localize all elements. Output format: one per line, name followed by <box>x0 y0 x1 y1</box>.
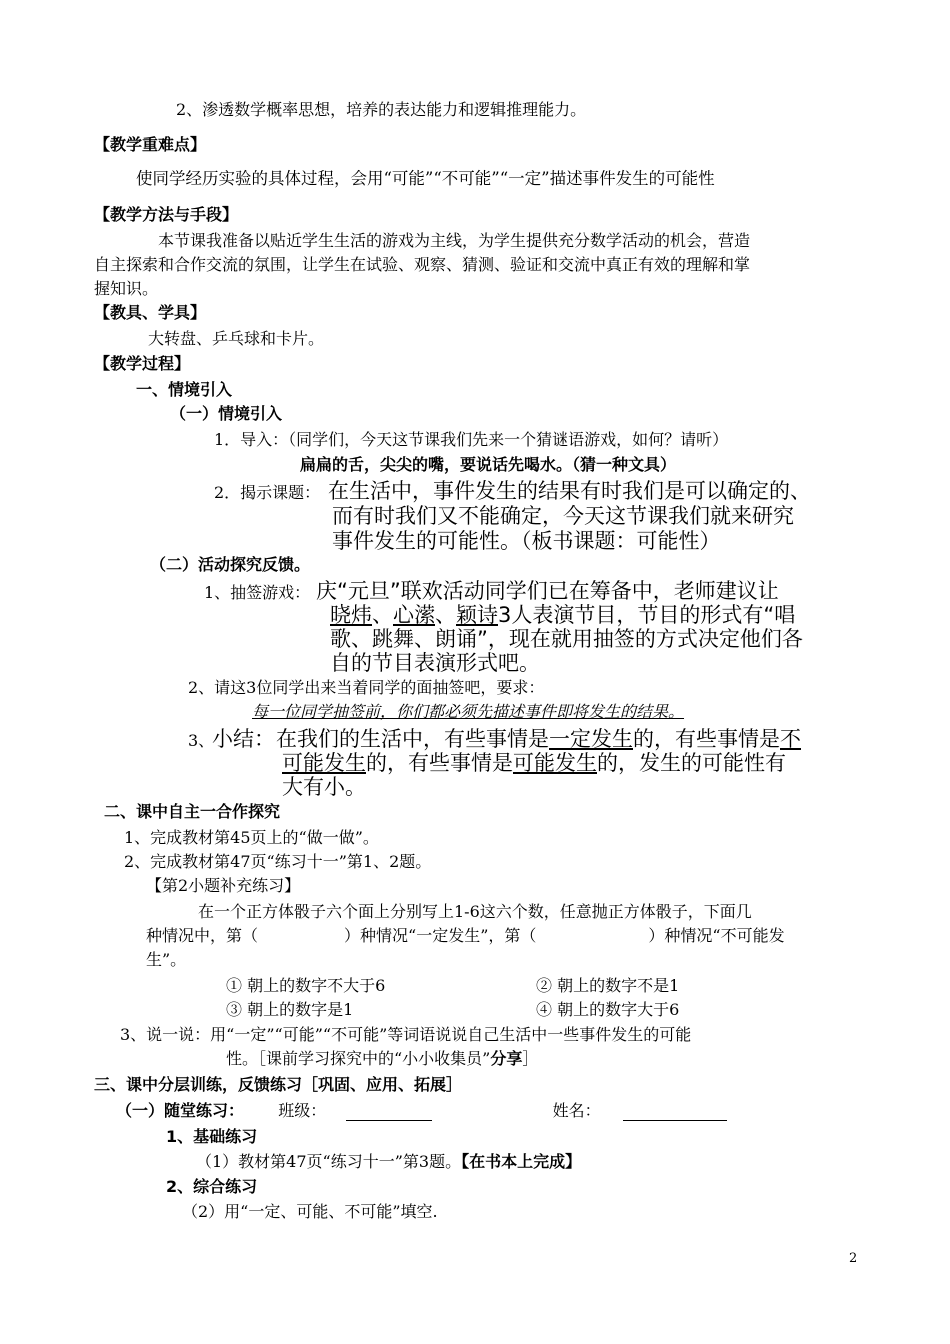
student-name: 心潆 <box>393 603 435 627</box>
item2: 2、请这3位同学出来当着同学的面抽签吧，要求： <box>188 678 545 697</box>
key-points-text: 使同学经历实验的具体过程，会用“可能”“不可能”“一定”描述事件发生的可能性 <box>136 169 715 188</box>
option: ③ 朝上的数字是1 <box>226 1000 354 1019</box>
objective-2: 2、渗透数学概率思想，培养的表达能力和逻辑推理能力。 <box>176 100 587 119</box>
riddle: 扁扁的舌，尖尖的嘴，要说话先喝水。（猜一种文具） <box>300 455 677 474</box>
summary-line2: 可能发生的，有些事情是可能发生的，发生的可能性有 <box>282 751 786 775</box>
question-line3: 生”。 <box>146 950 187 969</box>
draw-line2: 晓炜、心潆、颖诗3人表演节目，节目的形式有“唱 <box>330 603 796 627</box>
basic-item: （1）教材第47页“练习十一”第3题。【在书本上完成】 <box>196 1152 582 1171</box>
method-line: 握知识。 <box>94 279 159 298</box>
practice-label: （一）随堂练习： <box>116 1101 245 1120</box>
student-name: 晓炜 <box>330 603 372 627</box>
question-line1: 在一个正方体骰子六个面上分别写上1-6这六个数，任意抛正方体骰子，下面几 <box>198 902 752 921</box>
intro-line: 1．导入：（同学们，今天这节课我们先来一个猜谜语游戏，如何？请听） <box>214 430 729 449</box>
draw-line1: 庆“元旦”联欢活动同学们已在筹备中，老师建议让 <box>316 579 779 603</box>
method-line: 自主探索和合作交流的氛围，让学生在试验、观察、猜测、验证和交流中真正有效的理解和掌 <box>94 255 751 274</box>
part2-item1: 1、完成教材第45页上的“做一做”。 <box>124 828 379 847</box>
process-heading: 【教学过程】 <box>94 354 191 373</box>
key-points-heading: 【教学重难点】 <box>94 135 207 154</box>
draw-line4: 自的节目表演形式吧。 <box>330 651 540 675</box>
method-line: 本节课我准备以贴近学生生活的游戏为主线，为学生提供充分数学活动的机会，营造 <box>158 231 751 250</box>
practice-row <box>116 1101 727 1121</box>
part2-item2: 2、完成教材第47页“练习十一”第1、2题。 <box>124 852 432 871</box>
reveal-line: 而有时我们又不能确定，今天这节课我们就来研究 <box>332 504 794 528</box>
tools-text: 大转盘、乒乓球和卡片。 <box>148 329 325 348</box>
option: ④ 朝上的数字大于6 <box>536 1000 680 1019</box>
method-heading: 【教学方法与手段】 <box>94 205 239 224</box>
part1-title: 一、情境引入 <box>136 380 233 399</box>
question-line2: 种情况中，第（ ）种情况“一定发生”，第（ ）种情况“不可能发 <box>146 926 785 945</box>
reveal-label: 2．揭示课题： <box>214 483 321 502</box>
item3-num: 3、 <box>188 731 215 750</box>
part1-sub2: （二）活动探究反馈。 <box>150 555 311 574</box>
part2-title: 二、课中自主一合作探究 <box>104 802 281 821</box>
option: ① 朝上的数字不大于6 <box>226 976 386 995</box>
item2-requirement: 每一位同学抽签前，你们都必须先描述事件即将发生的结果。 <box>252 702 685 721</box>
part2-item3: 3、说一说：用“一定”“可能”“不可能”等词语说说自己生活中一些事件发生的可能 <box>120 1025 692 1044</box>
draw-line3: 歌、跳舞、朗诵”，现在就用抽签的方式决定他们各 <box>330 627 803 651</box>
supplement-heading: 【第2小题补充练习】 <box>146 876 301 895</box>
comprehensive-heading: 2、综合练习 <box>166 1177 258 1196</box>
basic-heading: 1、基础练习 <box>166 1127 258 1146</box>
summary-line1: 在我们的生活中，有些事情是一定发生的，有些事情是不 <box>276 727 801 751</box>
part2-item3-cont: 性。［课前学习探究中的“小小收集员”分享］ <box>226 1049 539 1068</box>
part1-sub1: （一）情境引入 <box>170 404 283 423</box>
part3-title: 三、课中分层训练，反馈练习［巩固、应用、拓展］ <box>94 1075 463 1094</box>
summary-line3: 大有小。 <box>282 775 366 799</box>
class-blank[interactable] <box>346 1104 432 1121</box>
tools-heading: 【教具、学具】 <box>94 303 207 322</box>
class-label: 班级： <box>278 1101 327 1120</box>
name-blank[interactable] <box>623 1104 727 1121</box>
summary-label: 小结： <box>212 727 275 751</box>
page-number: 2 <box>849 1251 858 1266</box>
student-name: 颖诗 <box>456 603 498 627</box>
option: ② 朝上的数字不是1 <box>536 976 680 995</box>
reveal-line: 事件发生的可能性。（板书课题：可能性） <box>332 529 721 553</box>
comprehensive-item: （2）用“一定、可能、不可能”填空. <box>182 1202 438 1221</box>
reveal-line: 在生活中，事件发生的结果有时我们是可以确定的、 <box>328 479 811 503</box>
name-label: 姓名： <box>552 1101 601 1120</box>
draw-label: 1、抽签游戏： <box>204 583 311 602</box>
